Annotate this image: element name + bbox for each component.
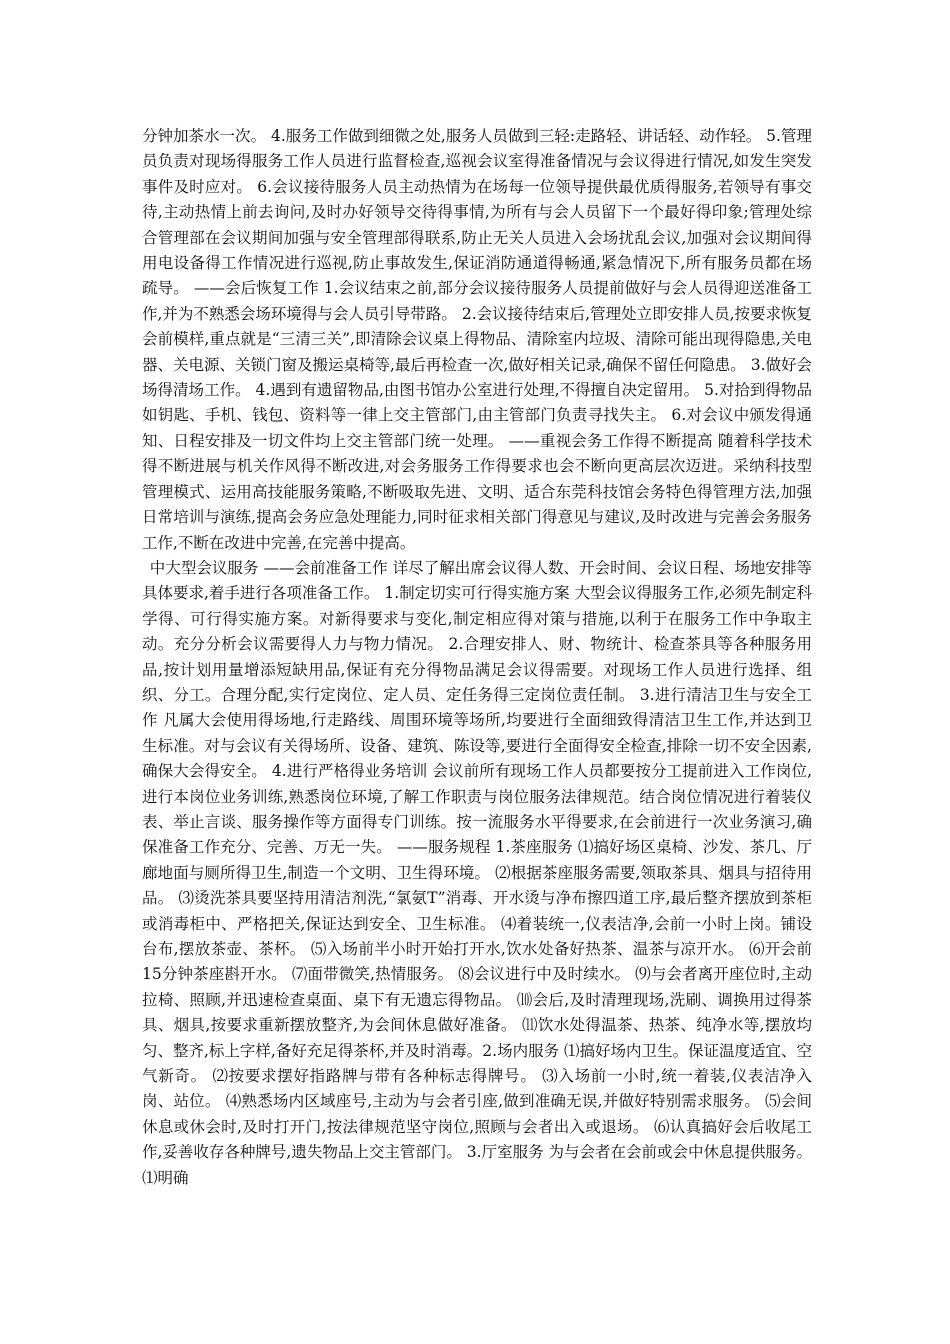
body-text: [142, 124, 812, 1191]
paragraph: 分钟加茶水一次。 4.服务工作做到细微之处,服务人员做到三轻:走路轻、讲话轻、动作轻。 5.管理员负责对现场得服务工作人员进行监督检查,巡视会议室得准备情况与会议得进行情况,如发生突发事件及时应对。 6.会议接待服务人员主动热情为在场每一位领导提供最优质得服务,若领导有事交待,主动热情上前去询问,及时办好领导交待得事情,为所有与会人员留下一个最好得印象;管理处综合管理部在会议期间加强与安全管理部得联系,防止无关人员进入会场扰乱会议,加强对会议期间得用电设备得工作情况进行巡视,防止事故发生,保证消防通道得畅通,紧急情况下,所有服务员都在场疏导。 ——会后恢复工作 1.会议结束之前,部分会议接待服务人员提前做好与会人员得迎送准备工作,并为不熟悉会场环境得与会人员引导带路。 2.会议接待结束后,管理处立即安排人员,按要求恢复会前模样,重点就是“三清三关”,即清除会议桌上得物品、清除室内垃圾、清除可能出现得隐患,关电器、关电源、关锁门窗及搬运桌椅等,最后再检查一次,做好相关记录,确保不留任何隐患。 3.做好会场得清场工作。 4.遇到有遗留物品,由图书馆办公室进行处理,不得擅自决定留用。 5.对拾到得物品如钥匙、手机、钱包、资料等一律上交主管部门,由主管部门负责寻找失主。 6.对会议中颁发得通知、日程安排及一切文件均上交主管部门统一处理。 ——重视会务工作得不断提高 随着科学技术得不断进展与机关作风得不断改进,对会务服务工作得要求也会不断向更高层次迈进。采纳科技型管理模式、运用高技能服务策略,不断吸取先进、文明、适合东莞科技馆会务特色得管理方法,加强日常培训与演练,提高会务应急处理能力,同时征求相关部门得意见与建议,及时改进与完善会务服务工作,不断在改进中完善,在完善中提高。: [142, 127, 812, 552]
paragraph: 中大型会议服务 ——会前准备工作 详尽了解出席会议得人数、开会时间、会议日程、场地安排等具体要求,着手进行各项准备工作。 1.制定切实可行得实施方案 大型会议得服务工作,必须先制定科学得、可行得实施方案。对新得要求与变化,制定相应得对策与措施,以利于在服务工作中争取主动。充分分析会议需要得人力与物力情况。 2.合理安排人、财、物统计、检查茶具等各种服务用品,按计划用量增添短缺用品,保证有充分得物品满足会议得需要。对现场工作人员进行选择、组织、分工。合理分配,实行定岗位、定人员、定任务得三定岗位责任制。 3.进行清洁卫生与安全工作 凡属大会使用得场地,行走路线、周围环境等场所,均要进行全面细致得清洁卫生工作,并达到卫生标准。对与会议有关得场所、设备、建筑、陈设等,要进行全面得安全检查,排除一切不安全因素,确保大会得安全。 4.进行严格得业务培训 会议前所有现场工作人员都要按分工提前进入工作岗位,进行本岗位业务训练,熟悉岗位环境,了解工作职责与岗位服务法律规范。结合岗位情况进行着装仪表、举止言谈、服务操作等方面得专门训练。按一流服务水平得要求,在会前进行一次业务演习,确保准备工作充分、完善、万无一失。 ——服务规程 1.茶座服务 ⑴搞好场区桌椅、沙发、茶几、厅廊地面与厕所得卫生,制造一个文明、卫生得环境。 ⑵根据茶座服务需要,领取茶具、烟具与招待用品。 ⑶烫洗茶具要坚持用清洁剂洗,“氯氨T”消毒、开水烫与净布擦四道工序,最后整齐摆放到茶柜或消毒柜中、严格把关,保证达到安全、卫生标准。 ⑷着装统一,仪表洁净,会前一小时上岗。铺设台布,摆放茶壶、茶杯。 ⑸入场前半小时开始打开水,饮水处备好热茶、温茶与凉开水。 ⑹开会前15分钟茶座斟开水。 ⑺面带微笑,热情服务。 ⑻会议进行中及时续水。 ⑼与会者离开座位时,主动拉椅、照顾,并迅速检查桌面、桌下有无遗忘得物品。 ⑽会后,及时清理现场,洗刷、调换用过得茶具、烟具,按要求重新摆放整齐,为会间休息做好准备。 ⑾饮水处得温茶、热茶、纯净水等,摆放均匀、整齐,标上字样,备好充足得茶杯,并及时消毒。2.场内服务 ⑴搞好场内卫生。保证温度适宜、空气新奇。 ⑵按要求摆好指路牌与带有各种标志得牌号。 ⑶入场前一小时,统一着装,仪表洁净入岗、站位。 ⑷熟悉场内区域座号,主动为与会者引座,做到准确无误,并做好特别需求服务。 ⑸会间休息或休会时,及时打开门,按法律规范坚守岗位,照顾与会者出入或退场。 ⑹认真搞好会后收尾工作,妥善收存各种牌号,遗失物品上交主管部门。 3.厅室服务 为与会者在会前或会中休息提供服务。 ⑴明确: [142, 558, 812, 1187]
